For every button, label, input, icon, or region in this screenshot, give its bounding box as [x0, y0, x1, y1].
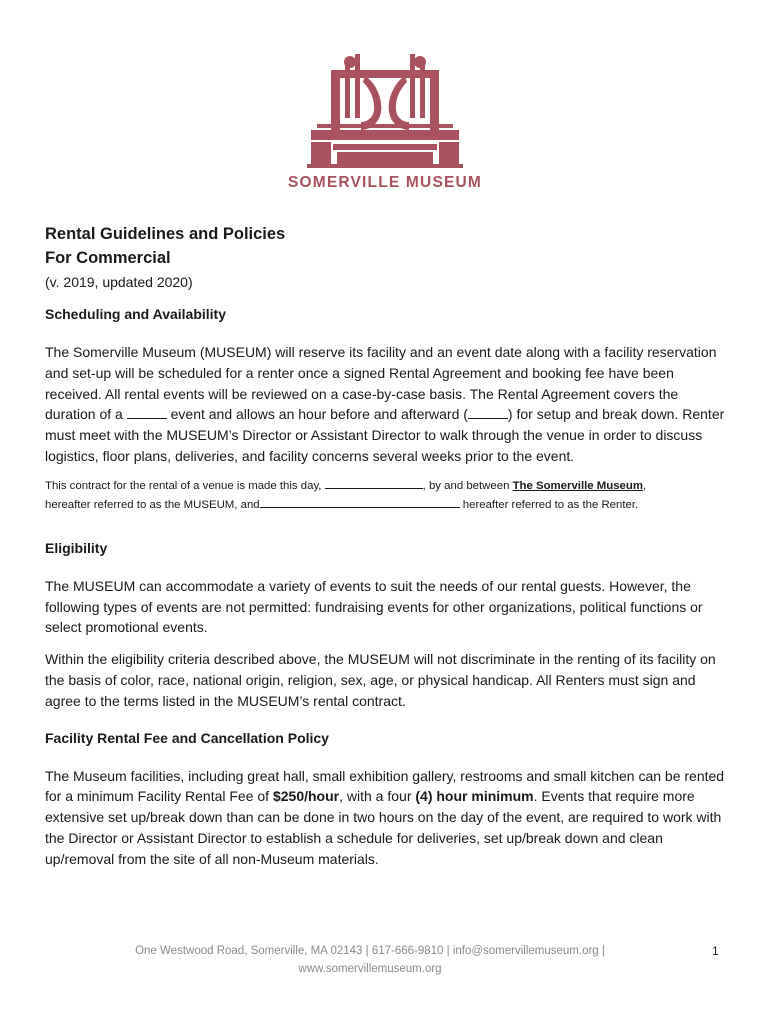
fee-paragraph: The Museum facilities, including great hall, small exhibition gallery, restrooms and small kitchen can be rented for a minimum Facility Rental Fee of $250/hour, with a four (4) hour minimum. Events that require more extensive set up/break down than can be done in two hours on the day of the event, are required to work with the Director or Assistant Director to establish a schedule for deliveries, set up/break down and clean up/removal from the site of all non-Museum materials. [45, 767, 725, 867]
museum-party-name: The Somerville Museum [512, 479, 643, 492]
scheduling-paragraph: The Somerville Museum (MUSEUM) will reserve its facility and an event date along with a facility reservation and set-up will be scheduled for a renter once a signed Rental Agreement and booking fee have been received. All rental events will be reviewed on a case-by-case basis. The Rental Agreement covers the duration of a event and allows an hour before and afterward ( ) for setup and break down. Renter must meet with the MUSEUM’s Director or Assistant Director to walk through the venue in order to discuss logistics, floor plans, deliveries, and facility concerns several weeks prior to the event. [45, 344, 725, 464]
duration-blank[interactable] [127, 406, 167, 419]
section-heading-eligibility: Eligibility [45, 539, 108, 556]
museum-logo [282, 50, 488, 198]
document-body [45, 222, 725, 870]
page-subtitle: For Commercial [45, 249, 171, 267]
buffer-blank[interactable] [468, 406, 508, 419]
hourly-rate: $250/hour [272, 788, 340, 805]
page-title: Rental Guidelines and Policies [45, 225, 286, 243]
minimum-hours: (4) hour minimum [415, 788, 534, 805]
contract-statement: This contract for the rental of a venue is made this day, , by and between The Somerville Museum, hereafter referred to as the MUSEUM, and hereafter referred to as the Renter. [45, 476, 725, 514]
eligibility-paragraph-1: The MUSEUM can accommodate a variety of events to suit the needs of our rental guests. However, the following types of events are not permitted: fundraising events for other organizations, political functions or select promotional events. [45, 577, 703, 636]
date-blank[interactable] [325, 476, 423, 489]
eligibility-paragraph-2: Within the eligibility criteria described above, the MUSEUM will not discriminate in the renting of its facility on the basis of color, race, national origin, religion, sex, age, or physical handicap. All Renters must sign and agree to the terms listed in the MUSEUM’s rental contract. [45, 651, 716, 709]
museum-gate-icon [297, 50, 473, 170]
page-number: 1 [712, 944, 719, 958]
section-heading-scheduling: Scheduling and Availability [45, 306, 226, 322]
footer-contact: One Westwood Road, Somerville, MA 02143 | 617-666-9810 | info@somervillemuseum.org | [135, 945, 605, 957]
section-heading-fee: Facility Rental Fee and Cancellation Policy [45, 729, 329, 746]
renter-name-blank[interactable] [260, 495, 460, 508]
page-footer [110, 942, 630, 978]
logo-wordmark: SOMERVILLE MUSEUM [287, 174, 483, 191]
version-note: (v. 2019, updated 2020) [45, 274, 193, 290]
footer-website[interactable]: www.somervillemuseum.org [298, 963, 442, 975]
